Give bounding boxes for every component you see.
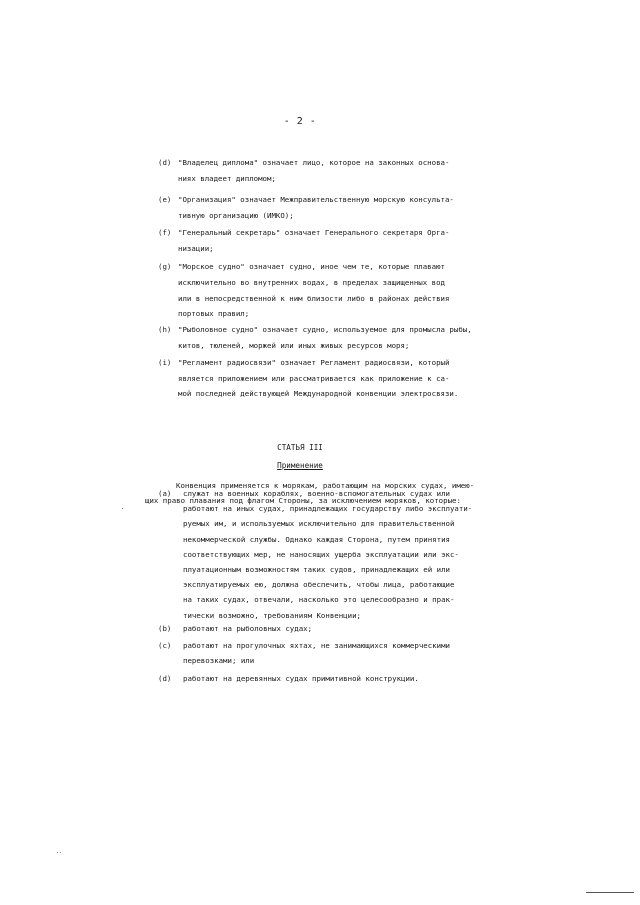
item-text-line: перевозками; или <box>183 656 255 665</box>
article-subtitle: Применение <box>277 461 323 470</box>
article-title: СТАТЬЯ III <box>277 443 323 452</box>
item-text-line: плуатационным возможностям таких судов, принадлежащих ей или <box>183 565 450 574</box>
item-text-line: "Регламент радиосвязи" означает Регламент радиосвязи, который <box>178 358 450 367</box>
item-text-line: на таких судах, отвечали, насколько это целесообразно и прак- <box>183 595 455 605</box>
item-text-line: "Владелец диплома" означает лицо, которое на законных основа- <box>178 158 450 167</box>
item-text-line: ниях владеет дипломом; <box>178 173 276 183</box>
article-intro-line: Конвенция применяется к морякам, работающим на морских судах, имею- <box>176 481 475 490</box>
item-text-line: тически возможно, требованиям Конвенции; <box>183 610 361 620</box>
item-letter: (c) <box>158 641 172 650</box>
item-text-line: работают на рыболовных судах; <box>183 624 313 633</box>
item-text-line: "Морское судно" означает судно, иное чем те, которые плавают <box>178 262 445 271</box>
item-text-line: работают на прогулочных яхтах, не занимающихся коммерческими <box>183 641 450 650</box>
item-text-line: или в непосредственной к ним близости либо в районах действия <box>178 293 450 303</box>
item-text-line: портовых правил; <box>178 309 250 319</box>
article-intro-line: щих право плавания под флагом Стороны, за исключением моряков, которые: <box>145 496 461 505</box>
item-letter: (f) <box>158 228 172 237</box>
item-letter: (g) <box>158 262 172 271</box>
item-letter: (e) <box>158 195 172 204</box>
item-letter: (d) <box>158 158 172 167</box>
item-text-line: руемых им, и используемых исключительно для правительственной <box>183 519 455 529</box>
item-letter: (b) <box>158 624 172 633</box>
item-letter: (i) <box>158 358 172 367</box>
item-text-line: "Рыболовное судно" означает судно, используемое для промысла рыбы, <box>178 325 472 334</box>
item-text-line: служат на военных кораблях, военно-вспомогательных судах или <box>183 489 450 498</box>
item-text-line: "Организация" означает Межправительственную морскую консульта- <box>178 195 454 204</box>
item-text-line: эксплуатируемых ею, должна обеспечить, чтобы лица, работающие <box>183 580 455 590</box>
item-text-line: исключительно во внутренних водах, в пределах защищенных вод <box>178 277 445 287</box>
footer-rule <box>586 892 634 893</box>
item-text-line: работают на деревянных судах примитивной конструкции. <box>183 674 419 683</box>
item-letter: (h) <box>158 325 172 334</box>
item-text-line: соответствующих мер, не наносящих ущерба эксплуатации или экс- <box>183 549 459 559</box>
scan-speck <box>57 852 58 853</box>
item-text-line: "Генеральный секретарь" означает Генерального секретаря Орга- <box>178 228 450 237</box>
item-text-line: мой последней действующей Международной конвенции электросвязи. <box>178 389 459 398</box>
scan-speck <box>60 852 61 853</box>
scan-speck <box>122 508 123 509</box>
item-text-line: китов, тюленей, моржей или иных живых ресурсов моря; <box>178 340 410 350</box>
item-text-line: тивную организацию (ИМКО); <box>178 210 294 220</box>
item-text-line: является приложением или рассматривается как приложение к са- <box>178 373 450 383</box>
item-text-line: работают на иных судах, принадлежащих государству либо эксплуати- <box>183 504 473 514</box>
page-number: - 2 - <box>283 116 317 127</box>
item-letter: (d) <box>158 674 172 683</box>
item-letter: (a) <box>158 489 172 498</box>
item-text-line: низации; <box>178 243 214 253</box>
item-text-line: некоммерческой службы. Однако каждая Сторона, путем принятия <box>183 534 450 544</box>
